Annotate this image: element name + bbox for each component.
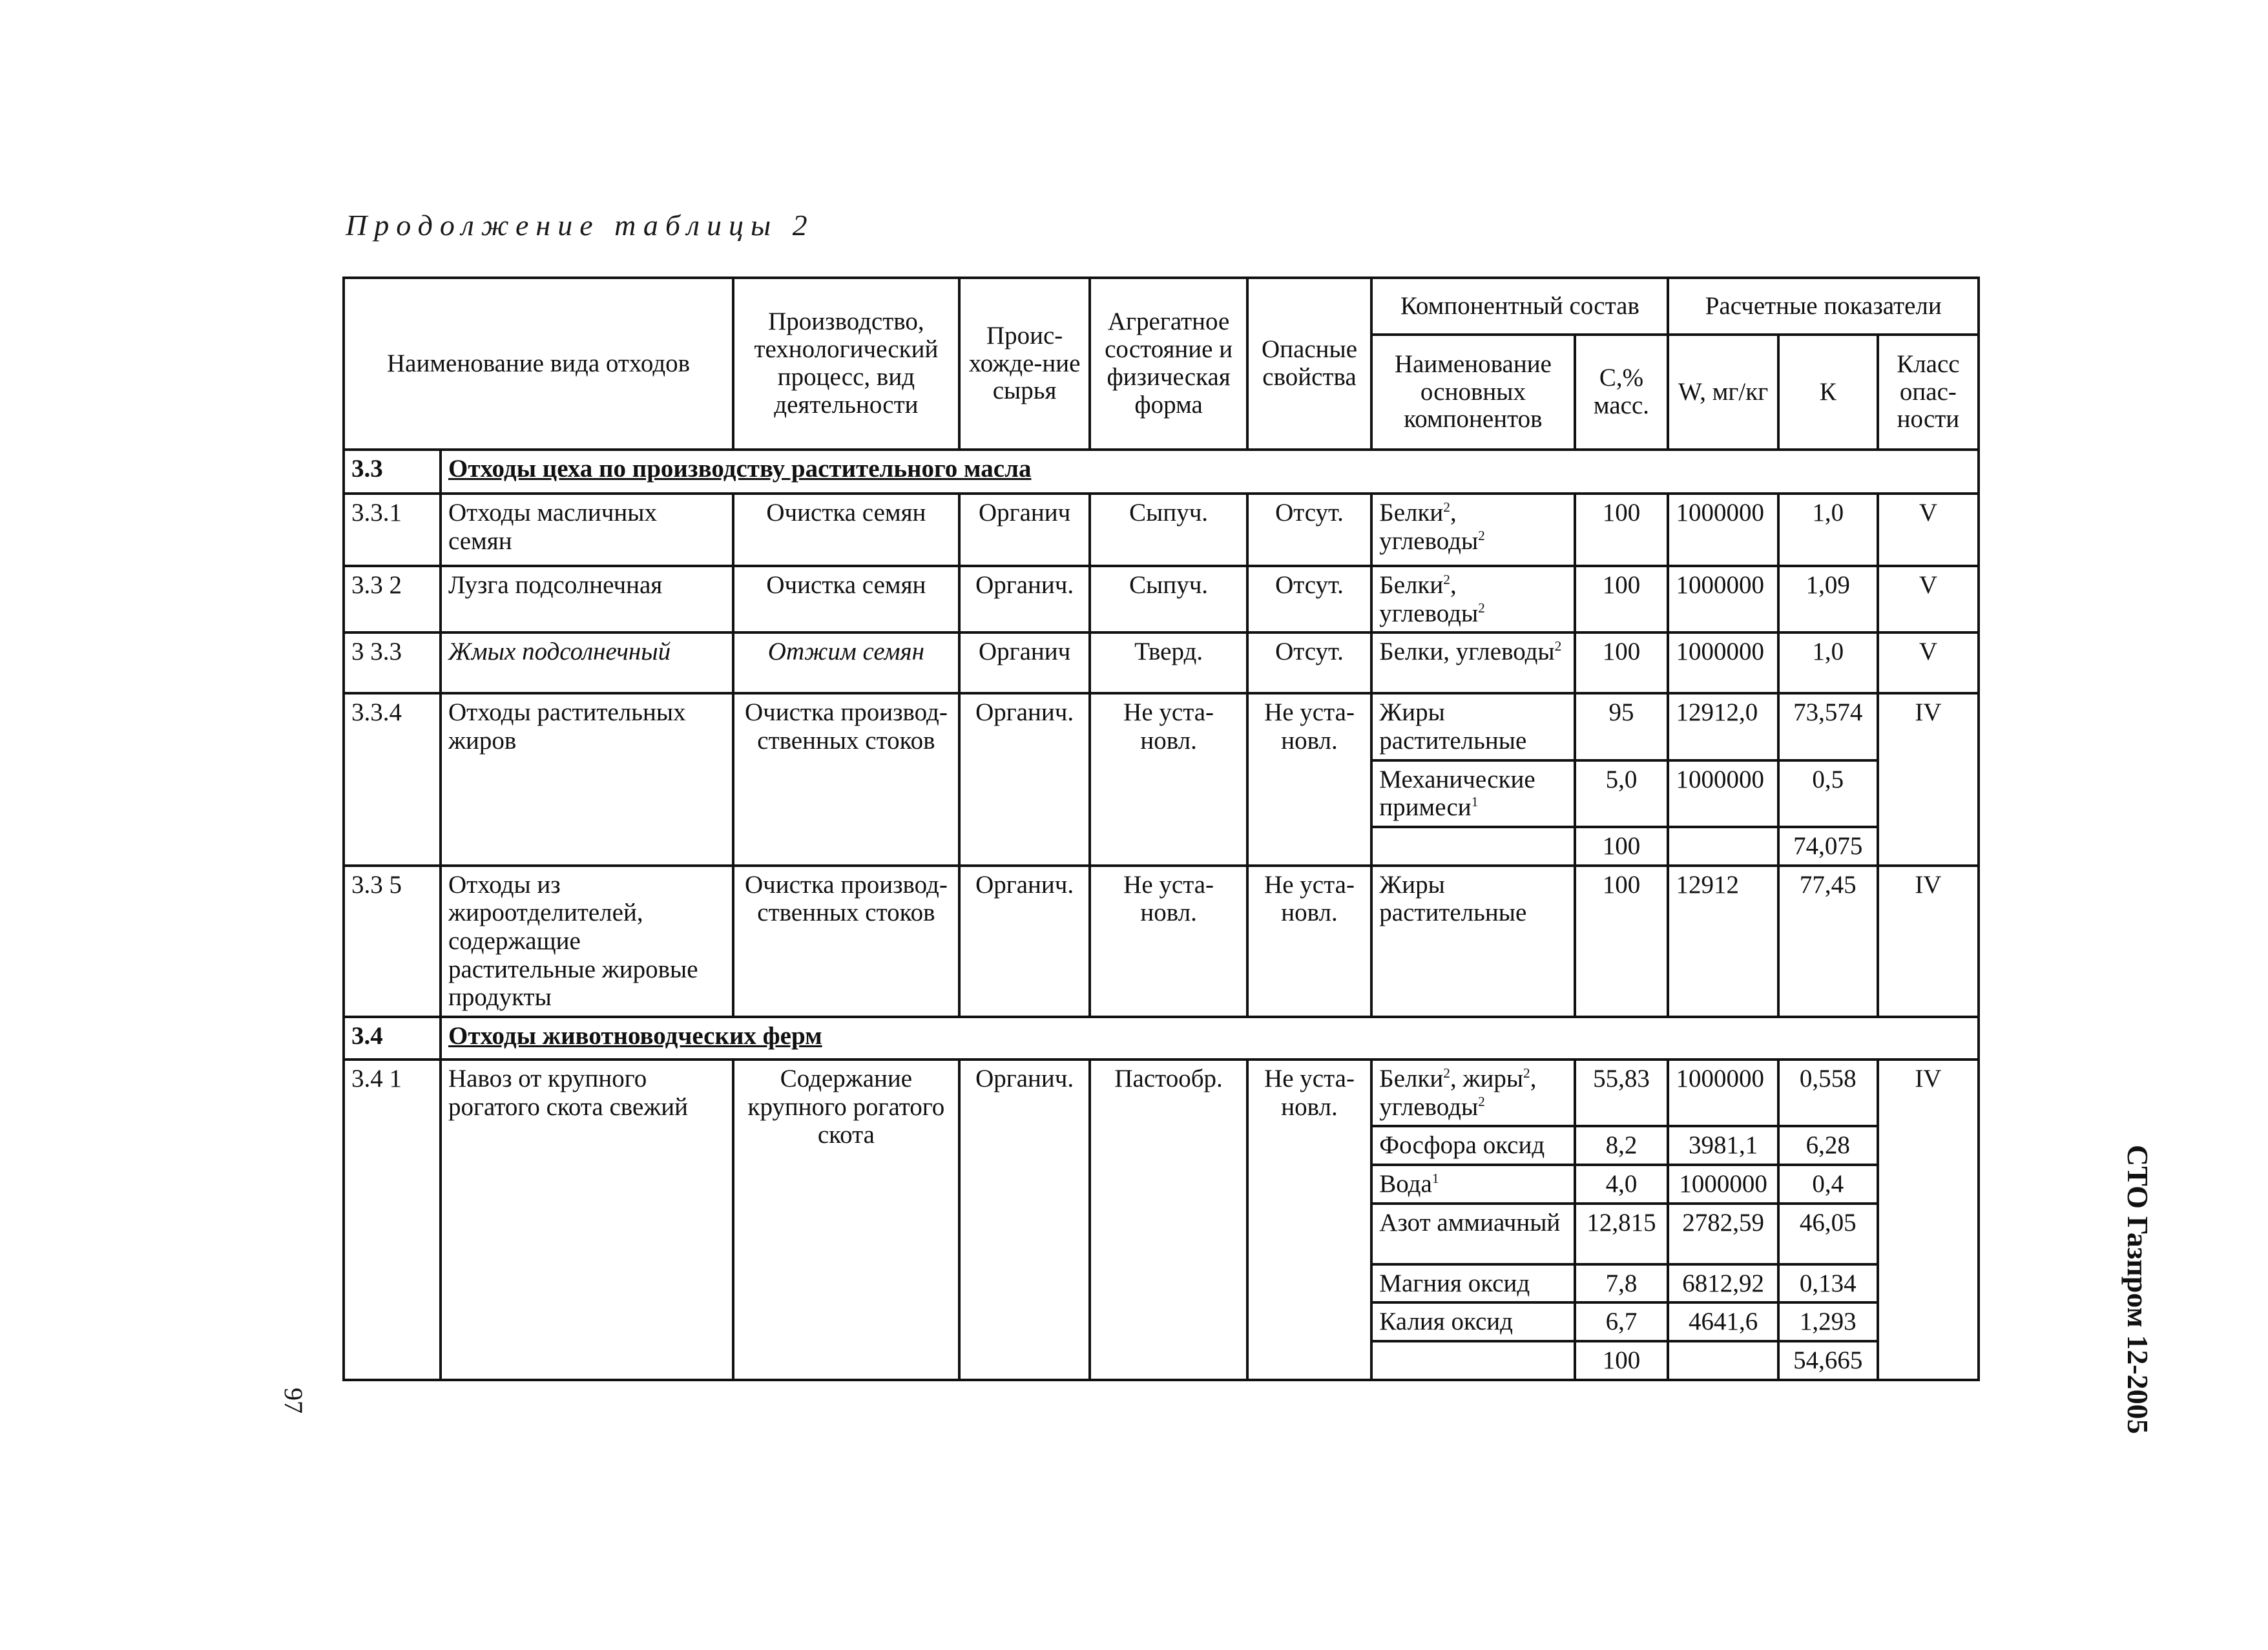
k-value: 0,134 [1778, 1264, 1878, 1303]
component-name [1371, 827, 1574, 866]
c-value: 100 [1575, 866, 1669, 1017]
k-value: 0,4 [1778, 1165, 1878, 1204]
section-title: Отходы цеха по производству растительного масла [441, 450, 1979, 494]
process: Содержание крупного рогатого скота [733, 1060, 959, 1380]
header-process: Производство, технологический процесс, вид деятельности [733, 278, 959, 450]
k-value: 1,09 [1778, 566, 1878, 632]
process: Отжим семян [733, 632, 959, 693]
component-name: Белки$^2$, жиры$^2$, углеводы$^2$ [1371, 1060, 1574, 1126]
w-value [1668, 1341, 1778, 1380]
page-number: 97 [279, 1388, 308, 1414]
w-value: 2782,59 [1668, 1204, 1778, 1264]
hazard: Отсут. [1247, 566, 1372, 632]
component-name: Жиры растительные [1371, 693, 1574, 760]
row-number: 3.3 2 [344, 566, 441, 632]
w-value: 1000000 [1668, 632, 1778, 693]
component-name: Калия оксид [1371, 1302, 1574, 1341]
w-value: 1000000 [1668, 494, 1778, 566]
table-row [344, 866, 1979, 1017]
waste-name: Жмых подсолнечный [441, 632, 733, 693]
component-name: Белки, углеводы$^2$ [1371, 632, 1574, 693]
table-row [344, 566, 1979, 632]
w-value: 1000000 [1668, 760, 1778, 827]
hazard: Отсут. [1247, 494, 1372, 566]
header-origin: Проис-хожде-ние сырья [959, 278, 1090, 450]
header-k: К [1778, 335, 1878, 450]
process: Очистка семян [733, 494, 959, 566]
c-value: 6,7 [1575, 1302, 1669, 1341]
process: Очистка производ-ственных стоков [733, 866, 959, 1017]
origin: Органич. [959, 866, 1090, 1017]
header-class: Класс опас-ности [1878, 335, 1979, 450]
origin: Органич [959, 494, 1090, 566]
header-component-group: Компонентный состав [1371, 278, 1668, 335]
c-value: 7,8 [1575, 1264, 1669, 1303]
w-value [1668, 827, 1778, 866]
w-value: 4641,6 [1668, 1302, 1778, 1341]
section-number: 3.4 [344, 1017, 441, 1060]
waste-name: Отходы растительных жиров [441, 693, 733, 865]
waste-table [342, 277, 1980, 1381]
waste-name: Лузга подсолнечная [441, 566, 733, 632]
component-name: Белки$^2$, углеводы$^2$ [1371, 566, 1574, 632]
hazard-class: V [1878, 566, 1979, 632]
state: Не уста-новл. [1090, 693, 1247, 865]
row-number: 3.3.1 [344, 494, 441, 566]
component-name: Азот аммиачный [1371, 1204, 1574, 1264]
row-number: 3.3.4 [344, 693, 441, 865]
k-value: 0,5 [1778, 760, 1878, 827]
origin: Органич [959, 632, 1090, 693]
table-row [344, 632, 1979, 693]
hazard-class: V [1878, 494, 1979, 566]
c-value: 95 [1575, 693, 1669, 760]
k-value: 1,293 [1778, 1302, 1878, 1341]
component-name [1371, 1341, 1574, 1380]
c-value: 100 [1575, 494, 1669, 566]
k-value: 1,0 [1778, 632, 1878, 693]
c-total: 100 [1575, 1341, 1669, 1380]
origin: Органич. [959, 566, 1090, 632]
header-calc-group: Расчетные показатели [1668, 278, 1979, 335]
hazard-class: IV [1878, 1060, 1979, 1380]
k-total: 54,665 [1778, 1341, 1878, 1380]
hazard: Отсут. [1247, 632, 1372, 693]
w-value: 1000000 [1668, 566, 1778, 632]
c-value: 8,2 [1575, 1126, 1669, 1165]
table-row [344, 494, 1979, 566]
w-value: 1000000 [1668, 1165, 1778, 1204]
origin: Органич. [959, 693, 1090, 865]
k-total: 74,075 [1778, 827, 1878, 866]
header-c: С,% масс. [1575, 335, 1669, 450]
c-value: 5,0 [1575, 760, 1669, 827]
header-component-name: Наименование основных компонентов [1371, 335, 1574, 450]
header-state: Агрегатное состояние и физическая форма [1090, 278, 1247, 450]
row-number: 3.3 5 [344, 866, 441, 1017]
component-name: Белки$^2$, углеводы$^2$ [1371, 494, 1574, 566]
state: Пастообр. [1090, 1060, 1247, 1380]
c-value: 100 [1575, 566, 1669, 632]
c-total: 100 [1575, 827, 1669, 866]
waste-name: Навоз от крупного рогатого скота свежий [441, 1060, 733, 1380]
w-value: 1000000 [1668, 1060, 1778, 1126]
section-title: Отходы животноводческих ферм [441, 1017, 1979, 1060]
hazard-class: V [1878, 632, 1979, 693]
k-value: 73,574 [1778, 693, 1878, 760]
process: Очистка производ-ственных стоков [733, 693, 959, 865]
standard-label: СТО Газпром 12-2005 [2121, 1145, 2154, 1434]
table-row [344, 693, 1979, 760]
waste-name: Отходы масличных семян [441, 494, 733, 566]
hazard-class: IV [1878, 693, 1979, 865]
k-value: 46,05 [1778, 1204, 1878, 1264]
hazard: Не уста-новл. [1247, 1060, 1372, 1380]
component-name: Магния оксид [1371, 1264, 1574, 1303]
k-value: 77,45 [1778, 866, 1878, 1017]
component-name: Фосфора оксид [1371, 1126, 1574, 1165]
hazard-class: IV [1878, 866, 1979, 1017]
header-name: Наименование вида отходов [344, 278, 733, 450]
row-number: 3.4 1 [344, 1060, 441, 1380]
state: Сыпуч. [1090, 566, 1247, 632]
k-value: 6,28 [1778, 1126, 1878, 1165]
component-name: Вода$^1$ [1371, 1165, 1574, 1204]
k-value: 1,0 [1778, 494, 1878, 566]
component-name: Механические примеси$^1$ [1371, 760, 1574, 827]
w-value: 12912,0 [1668, 693, 1778, 760]
process: Очистка семян [733, 566, 959, 632]
c-value: 4,0 [1575, 1165, 1669, 1204]
component-name: Жиры растительные [1371, 866, 1574, 1017]
w-value: 12912 [1668, 866, 1778, 1017]
hazard: Не уста-новл. [1247, 866, 1372, 1017]
header-w: W, мг/кг [1668, 335, 1778, 450]
hazard: Не уста-новл. [1247, 693, 1372, 865]
row-number: 3 3.3 [344, 632, 441, 693]
k-value: 0,558 [1778, 1060, 1878, 1126]
waste-name: Отходы из жироотделителей, содержащие растительные жировые продукты [441, 866, 733, 1017]
table-row [344, 1060, 1979, 1126]
header-hazard: Опасные свойства [1247, 278, 1372, 450]
state: Не уста-новл. [1090, 866, 1247, 1017]
state: Сыпуч. [1090, 494, 1247, 566]
origin: Органич. [959, 1060, 1090, 1380]
state: Тверд. [1090, 632, 1247, 693]
c-value: 55,83 [1575, 1060, 1669, 1126]
table-caption: Продолжение таблицы 2 [346, 209, 815, 242]
c-value: 12,815 [1575, 1204, 1669, 1264]
section-number: 3.3 [344, 450, 441, 494]
w-value: 3981,1 [1668, 1126, 1778, 1165]
c-value: 100 [1575, 632, 1669, 693]
w-value: 6812,92 [1668, 1264, 1778, 1303]
